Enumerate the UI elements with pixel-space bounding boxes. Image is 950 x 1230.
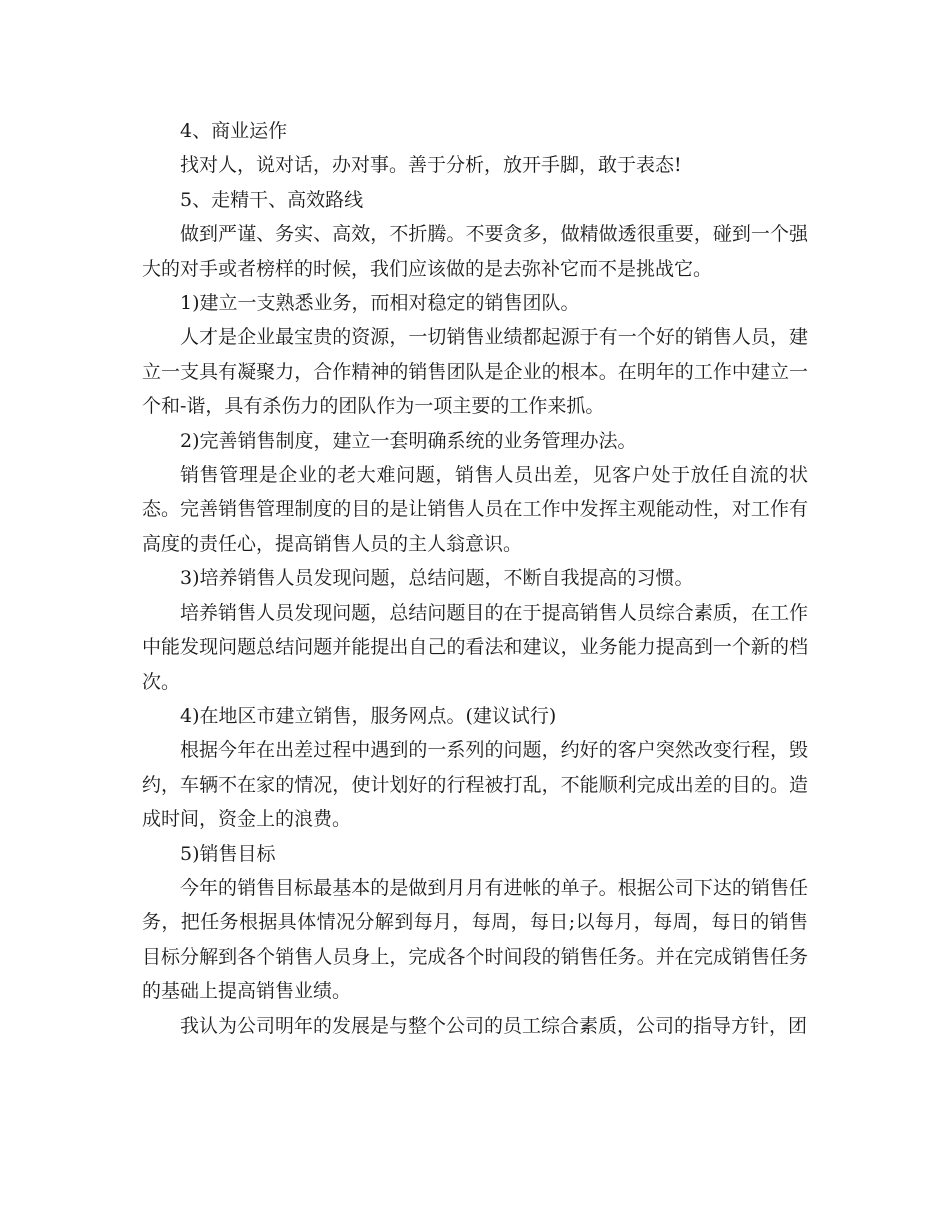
paragraph: 今年的销售目标最基本的是做到月月有进帐的单子。根据公司下达的销售任务，把任务根据具体情况分解到每月，每周，每日;以每月，每周，每日的销售目标分解到各个销售人员身上，完成各个时间段的销售任务。并在完成销售任务的基础上提高销售业绩。 — [142, 876, 808, 1003]
document-body — [142, 114, 808, 1043]
paragraph: 培养销售人员发现问题，总结问题目的在于提高销售人员综合素质，在工作中能发现问题总结问题并能提出自己的看法和建议，业务能力提高到一个新的档次。 — [142, 601, 808, 693]
subheading-problem-habits: 3)培养销售人员发现问题，总结问题，不断自我提高的习惯。 — [180, 567, 694, 590]
heading-lean-efficient: 5、走精干、高效路线 — [180, 188, 364, 211]
subheading-sales-system: 2)完善销售制度，建立一套明确系统的业务管理办法。 — [180, 429, 637, 452]
paragraph: 人才是企业最宝贵的资源，一切销售业绩都起源于有一个好的销售人员，建立一支具有凝聚力，合作精神的销售团队是企业的根本。在明年的工作中建立一个和-谐，具有杀伤力的团队作为一项主要的工作来抓。 — [142, 326, 808, 418]
heading-business-operation: 4、商业运作 — [180, 120, 288, 142]
paragraph: 根据今年在出差过程中遇到的一系列的问题，约好的客户突然改变行程，毁约，车辆不在家的情况，使计划好的行程被打乱，不能顺利完成出差的目的。造成时间，资金上的浪费。 — [142, 739, 808, 831]
paragraph: 找对人，说对话，办对事。善于分析，放开手脚，敢于表态! — [180, 154, 682, 177]
paragraph: 做到严谨、务实、高效，不折腾。不要贪多，做精做透很重要，碰到一个强大的对手或者榜样的时候，我们应该做的是去弥补它而不是挑战它。 — [142, 223, 808, 280]
paragraph: 我认为公司明年的发展是与整个公司的员工综合素质，公司的指导方针，团 — [180, 1014, 808, 1037]
paragraph: 销售管理是企业的老大难问题，销售人员出差，见客户处于放任自流的状态。完善销售管理制度的目的是让销售人员在工作中发挥主观能动性，对工作有高度的责任心，提高销售人员的主人翁意识。 — [142, 464, 808, 555]
subheading-service-outlets: 4)在地区市建立销售，服务网点。(建议试行) — [180, 704, 557, 727]
subheading-sales-target: 5)销售目标 — [180, 842, 276, 865]
subheading-sales-team: 1)建立一支熟悉业务，而相对稳定的销售团队。 — [180, 292, 580, 315]
